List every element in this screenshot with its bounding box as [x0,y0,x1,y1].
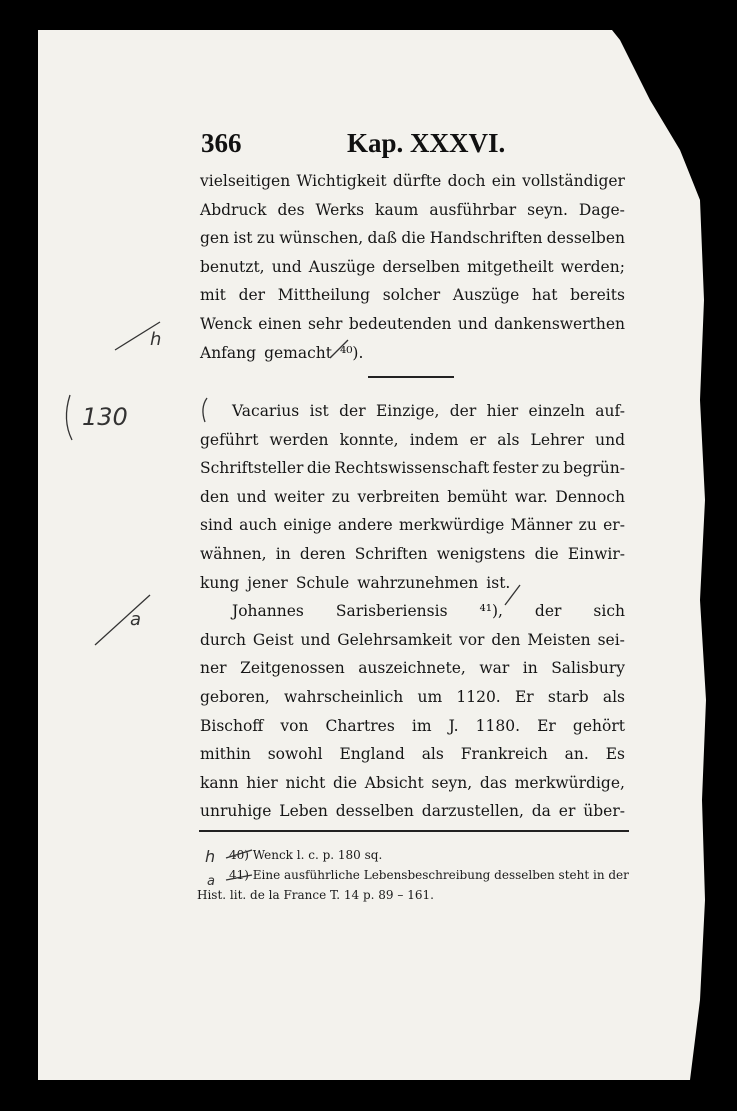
word: durch [200,630,246,649]
word: vollständiger [522,172,625,190]
text-line [200,769,625,798]
word: wünschen, [279,229,364,248]
word: zu [256,229,275,248]
word: auf- [595,402,625,420]
text-line [200,397,625,426]
word: zu [578,516,597,535]
word: wahrzunehmen [357,573,479,592]
word: kann [200,773,239,792]
word: Handschriften [429,229,543,248]
word: der [339,402,366,420]
word: und [457,314,488,333]
word: Vacarius [232,402,300,420]
word: bemüht [447,487,508,506]
word: fester [492,459,539,478]
word: werden [269,430,329,449]
text-line [200,569,625,598]
word: der [238,286,266,305]
word: merkwürdige [399,516,505,535]
word: Salisbury [551,659,625,678]
word: mit [200,286,226,305]
word: das [479,773,508,792]
footnote-41-line2: Hist. lit. de la France T. 14 p. 89 – 161. [197,888,434,902]
word: Auszüge [452,286,520,305]
word: in [275,544,291,563]
word: um [417,687,443,706]
word: sehr [307,314,343,333]
word: Dennoch [555,487,625,506]
word: und [595,430,625,449]
footnote-letter-h: h [205,847,216,866]
word: Einzige, [375,402,440,420]
word: bedeutenden [348,314,452,333]
word: die [401,229,426,248]
margin-letter-a: a [130,609,142,630]
text-line [200,597,625,626]
word: gen [200,229,230,248]
word: jener [247,573,288,592]
word: J. [448,716,459,735]
word: Leben [279,802,328,821]
word: und [271,257,302,276]
word: Schule [295,573,350,592]
text-line [200,540,625,569]
word: begrün- [563,459,625,478]
word: Dage- [578,200,625,219]
word: Zeitgenossen [240,659,345,678]
text-line [200,511,625,540]
word: Auszüge [308,257,376,276]
word: mitgetheilt [467,257,554,276]
word: starb [547,687,589,706]
word: Schriften [354,544,428,563]
word: gehört [572,716,625,735]
text-line [200,683,625,712]
word: als [421,745,444,764]
word: Es [605,745,625,764]
margin-number: 130 [82,403,128,431]
word: ⁴¹), [479,602,503,621]
footnote-letter-a: a [207,874,215,889]
word: geboren, [200,687,270,706]
word: er [558,802,576,821]
word: verbreiten [357,487,440,506]
word: solcher [382,286,441,305]
word: da [531,802,551,821]
word: als [602,687,625,706]
word: darzustellen, [421,802,524,821]
word: Gelehrsamkeit [337,630,453,649]
text-line [200,454,625,483]
word: Geist [252,630,294,649]
word: wahrscheinlich [284,687,404,706]
word: Schriftsteller [200,459,304,478]
word: er [469,430,487,449]
text-line [200,310,625,339]
page-number: 366 [201,128,242,158]
word: ist. [486,573,511,592]
word: im [411,716,432,735]
word: nicht [285,773,326,792]
word: Absicht [364,773,424,792]
word: kaum [375,200,419,219]
word: Männer [510,516,573,535]
word: Wichtigkeit [296,172,387,190]
text-line [200,483,625,512]
word: Chartres [325,716,395,735]
margin-letter-h: h [150,329,162,350]
word: Rechtswissenschaft [334,459,490,478]
word: konnte, [339,430,399,449]
word: Meisten [527,630,591,649]
word: Johannes [232,602,304,621]
word: ⁴⁰). [340,343,364,362]
word: war. [514,487,548,506]
word: auch [239,516,278,535]
word: einige [283,516,332,535]
word: indem [409,430,459,449]
word: und [236,487,267,506]
text-line [200,339,625,368]
word: seyn. [527,200,568,219]
footnotes [197,845,629,905]
word: Mittheilung [277,286,371,305]
word: hier [486,402,519,420]
word: auszeichnete, [358,659,466,678]
word: sich [593,602,625,621]
word: vielseitigen [200,172,291,190]
word: andere [337,516,393,535]
word: hat [531,286,558,305]
word: hier [246,773,278,792]
word: 1120. [456,687,501,706]
text-line [200,167,625,196]
section-separator [368,376,454,378]
word: Lehrer [530,430,584,449]
paragraph-2 [200,397,625,826]
word: wähnen, [200,544,267,563]
word: ist [309,402,329,420]
text-line [200,224,625,253]
word: 1180. [475,716,521,735]
word: von [280,716,309,735]
word: Er [537,716,556,735]
word: Abdruck [200,200,267,219]
text-line [200,654,625,683]
word: Frankreich [460,745,548,764]
word: dürfte [392,172,442,190]
text-line [200,626,625,655]
word: sowohl [267,745,323,764]
word: daß [367,229,398,248]
word: an. [564,745,589,764]
word: die [306,459,331,478]
word: die [333,773,358,792]
word: deren [299,544,346,563]
word: benutzt, [200,257,265,276]
text-line [200,196,625,225]
word: werden; [560,257,625,276]
word: Bischoff [200,716,264,735]
word: ist [233,229,253,248]
text-line [200,797,625,826]
word: gemacht [264,343,332,362]
text-line [200,281,625,310]
word: vor [458,630,485,649]
word: sei- [597,630,625,649]
word: weiter [274,487,325,506]
word: des [277,200,305,219]
word: als [497,430,520,449]
word: ner [200,659,227,678]
word: Einwir- [567,544,625,563]
word: und [300,630,331,649]
word: einzeln [528,402,585,420]
word: kung [200,573,240,592]
chapter-title: Kap. XXXVI. [347,128,506,158]
word: über- [583,802,625,821]
word: wenigstens [436,544,526,563]
text-line [200,253,625,282]
word: Wenck [200,314,252,333]
word: England [339,745,405,764]
word: derselben [382,257,460,276]
word: unruhige [200,802,272,821]
word: Werks [315,200,365,219]
word: zu [331,487,350,506]
word: ausführbar [429,200,517,219]
word: Sarisberiensis [335,602,448,621]
word: sind [200,516,233,535]
word: den [200,487,230,506]
word: die [534,544,559,563]
word: desselben [546,229,625,248]
word: der [449,402,477,420]
word: zu [541,459,560,478]
word: den [491,630,521,649]
footnote-rule [199,830,629,832]
word: er- [603,516,625,535]
paragraph-3 [200,597,625,826]
footnote-41-line1: 41) Eine ausführliche Lebensbeschreibung desselben steht in der [229,868,629,882]
word: der [534,602,562,621]
word: bereits [570,286,625,305]
word: merkwürdige, [514,773,625,792]
page-header [201,128,621,164]
word: geführt [200,430,259,449]
word: dankenswerthen [494,314,625,333]
text-line [200,740,625,769]
word: desselben [335,802,414,821]
word: doch [447,172,486,190]
word: Anfang [200,343,257,362]
word: war [479,659,510,678]
word: in [522,659,538,678]
word: ein [491,172,516,190]
word: mithin [200,745,251,764]
footnote-40: 40) Wenck l. c. p. 180 sq. [229,848,383,862]
word: einen [258,314,302,333]
word: seyn, [431,773,473,792]
paragraph-1 [200,167,625,367]
text-line [200,712,625,741]
text-line [200,426,625,455]
word: Er [514,687,534,706]
